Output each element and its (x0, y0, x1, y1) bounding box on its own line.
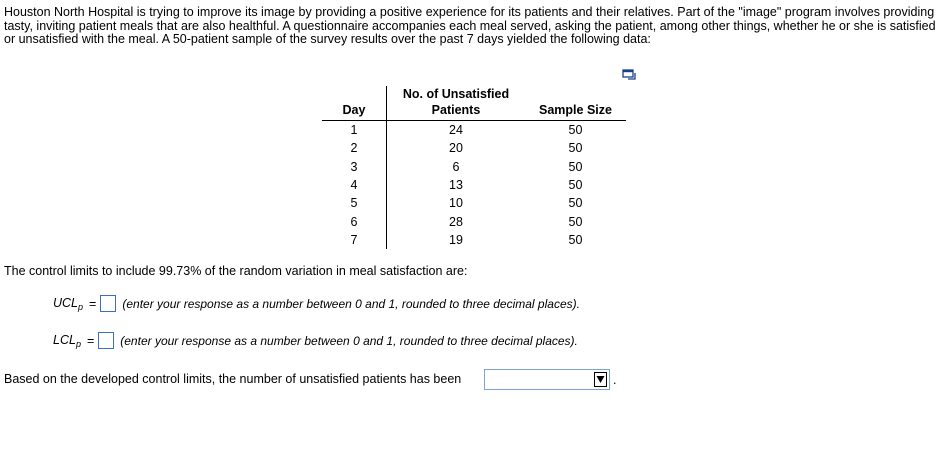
cell-sample-size: 50 (568, 141, 583, 156)
sentence-period: . (613, 373, 617, 387)
dropdown-arrow-icon[interactable] (594, 372, 607, 387)
cell-day: 4 (322, 176, 387, 194)
problem-statement: Houston North Hospital is trying to improve its image by providing a positive experience for its patients and their relatives. Part of the "image" program involves providing tasty, inviting patient meals that are also healthful. A questionnaire accompanies each meal served, asking the patient, among other things, whether he or she is satisfied or unsatisfied with the meal. A 50-patient sample of the survey results over the past 7 days yielded the following data: (4, 5, 936, 46)
lcl-label: $LCL_p$ (53, 332, 81, 349)
cell-unsatisfied: 10 (449, 196, 463, 211)
cell-sample-size: 50 (568, 159, 583, 174)
cell-unsatisfied: 13 (449, 178, 463, 193)
table-row (322, 194, 626, 212)
cell-day: 2 (322, 139, 387, 157)
control-limits-prompt: The control limits to include 99.73% of the random variation in meal satisfaction are: (4, 264, 468, 278)
header-day: Day (322, 86, 387, 121)
cell-unsatisfied: 20 (449, 141, 463, 156)
survey-data-table (322, 86, 626, 249)
header-sample-size: Sample Size (525, 86, 626, 121)
table-row (322, 121, 626, 140)
lcl-input[interactable] (98, 332, 114, 349)
cell-sample-size: 50 (568, 232, 583, 247)
ucl-label: $UCL_p$ (53, 295, 84, 312)
table-row (322, 231, 626, 249)
header-unsatisfied-patients: No. of Unsatisfied Patients (387, 86, 526, 121)
cell-day: 6 (322, 212, 387, 230)
cell-unsatisfied: 6 (452, 159, 460, 174)
conclusion-prompt: Based on the developed control limits, the number of unsatisfied patients has been (4, 372, 462, 386)
lcl-hint: (enter your response as a number between 0 and 1, rounded to three decimal places). (120, 333, 578, 348)
ucl-input[interactable] (100, 295, 116, 312)
cell-unsatisfied: 19 (449, 232, 463, 247)
ucl-equals: = (89, 296, 97, 311)
cell-unsatisfied: 28 (449, 214, 463, 229)
cell-unsatisfied: 24 (449, 123, 463, 138)
cell-day: 1 (322, 121, 387, 140)
cell-sample-size: 50 (568, 178, 583, 193)
cell-day: 7 (322, 231, 387, 249)
lcl-row (53, 332, 578, 349)
table-row (322, 212, 626, 230)
cell-sample-size: 50 (568, 214, 583, 229)
cell-sample-size: 50 (568, 123, 583, 138)
table-row (322, 139, 626, 157)
cell-day: 3 (322, 158, 387, 176)
process-status-dropdown[interactable] (484, 369, 610, 390)
ucl-hint: (enter your response as a number between 0 and 1, rounded to three decimal places). (122, 296, 580, 311)
lcl-equals: = (86, 333, 95, 348)
table-row (322, 158, 626, 176)
table-row (322, 176, 626, 194)
ucl-row (53, 295, 580, 312)
cell-day: 5 (322, 194, 387, 212)
copy-data-icon[interactable] (622, 69, 637, 80)
cell-sample-size: 50 (568, 196, 583, 211)
